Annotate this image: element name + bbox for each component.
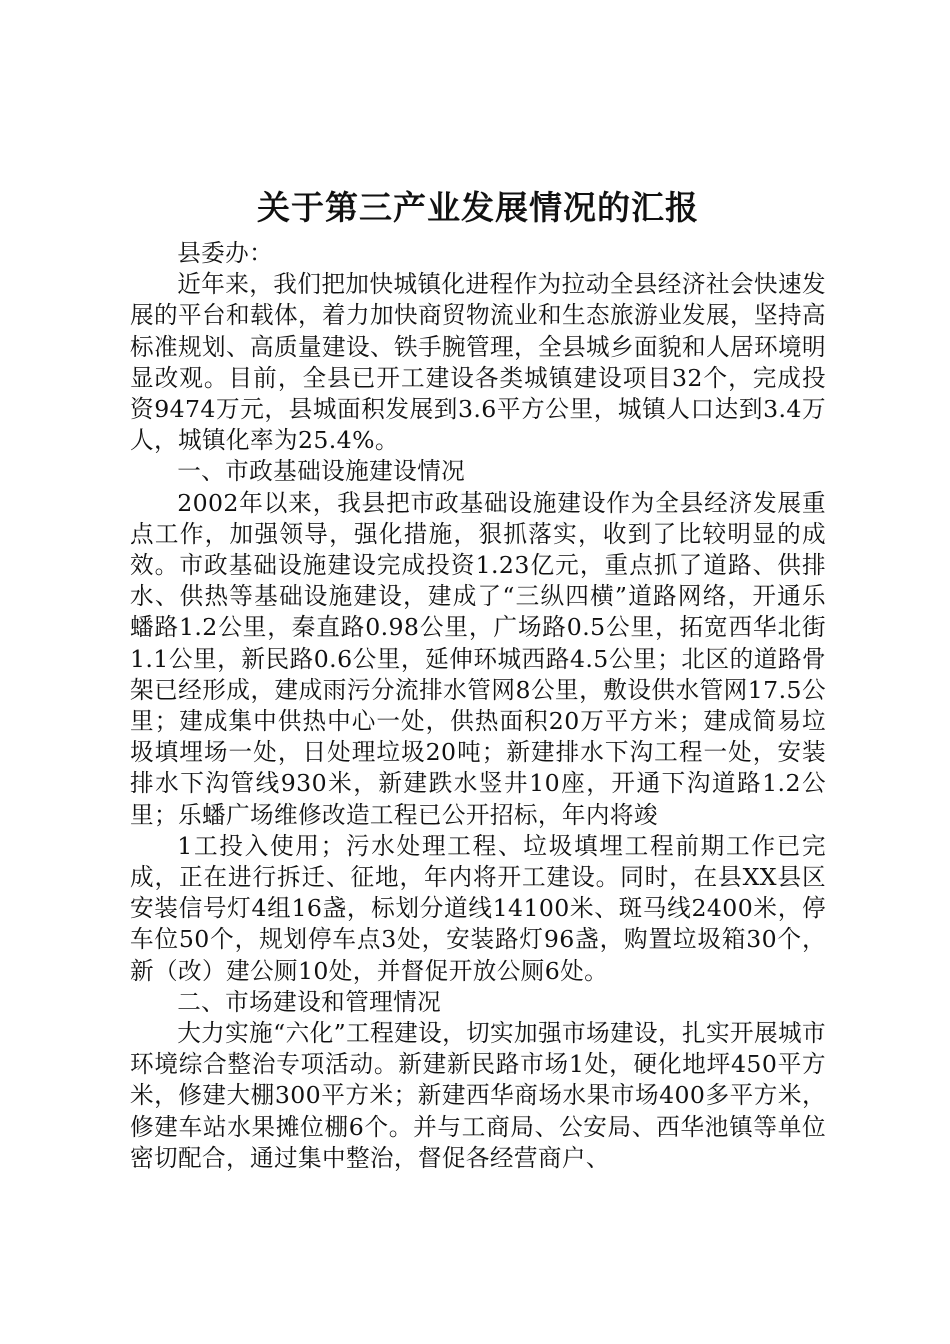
- section-heading-2: 二、市场建设和管理情况: [177, 987, 442, 1016]
- paragraph-infrastructure: 2002年以来，我县把市政基础设施建设作为全县经济发展重点工作，加强领导，强化措施，狠抓落实，收到了比较明显的成效。市政基础设施建设完成投资1.23亿元，重点抓了道路、供排水、供热等基础设施建设，建成了“三纵四横”道路网络，开通乐蟠路1.2公里，秦直路0.98公里，广场路0.5公里，拓宽西华北街1.1公里，新民路0.6公里，延伸环城西路4.5公里；北区的道路骨架已经形成，建成雨污分流排水管网8公里，敷设供水管网17.5公里；建成集中供热中心一处，供热面积20万平方米；建成简易垃圾填埋场一处，日处理垃圾20吨；新建排水下沟工程一处，安装排水下沟管线930米，新建跌水竖井10座，开通下沟道路1.2公里；乐蟠广场维修改造工程已公开招标，年内将竣: [130, 488, 826, 829]
- salutation: 县委办：: [177, 239, 274, 267]
- paragraph-intro: 近年来，我们把加快城镇化进程作为拉动全县经济社会快速发展的平台和载体，着力加快商贸物流业和生态旅游业发展，坚持高标准规划、高质量建设、铁手腕管理，全县城乡面貌和人居环境明显改观。目前，全县已开工建设各类城镇建设项目32个，完成投资9474万元，县城面积发展到3.6平方公里，城镇人口达到3.4万人，城镇化率为25.4%。: [130, 270, 826, 455]
- document-title: 关于第三产业发展情况的汇报: [257, 188, 699, 227]
- section-heading-1: 一、市政基础设施建设情况: [177, 457, 466, 486]
- paragraph-market: 大力实施“六化”工程建设，切实加强市场建设，扎实开展城市环境综合整治专项活动。新建新民路市场1处，硬化地坪450平方米，修建大棚300平方米；新建西华商场水果市场400多平方米，修建车站水果摊位棚6个。并与工商局、公安局、西华池镇等单位密切配合，通过集中整治，督促各经营商户、: [130, 1019, 826, 1172]
- paragraph-infrastructure-cont: 1工投入使用；污水处理工程、垃圾填埋工程前期工作已完成，正在进行拆迁、征地，年内将开工建设。同时，在县XX县区安装信号灯4组16盏，标划分道线14100米、斑马线2400米，停车位50个，规划停车点3处，安装路灯96盏，购置垃圾箱30个，新（改）建公厕10处，并督促开放公厕6处。: [130, 831, 826, 985]
- document-page: [130, 186, 826, 1174]
